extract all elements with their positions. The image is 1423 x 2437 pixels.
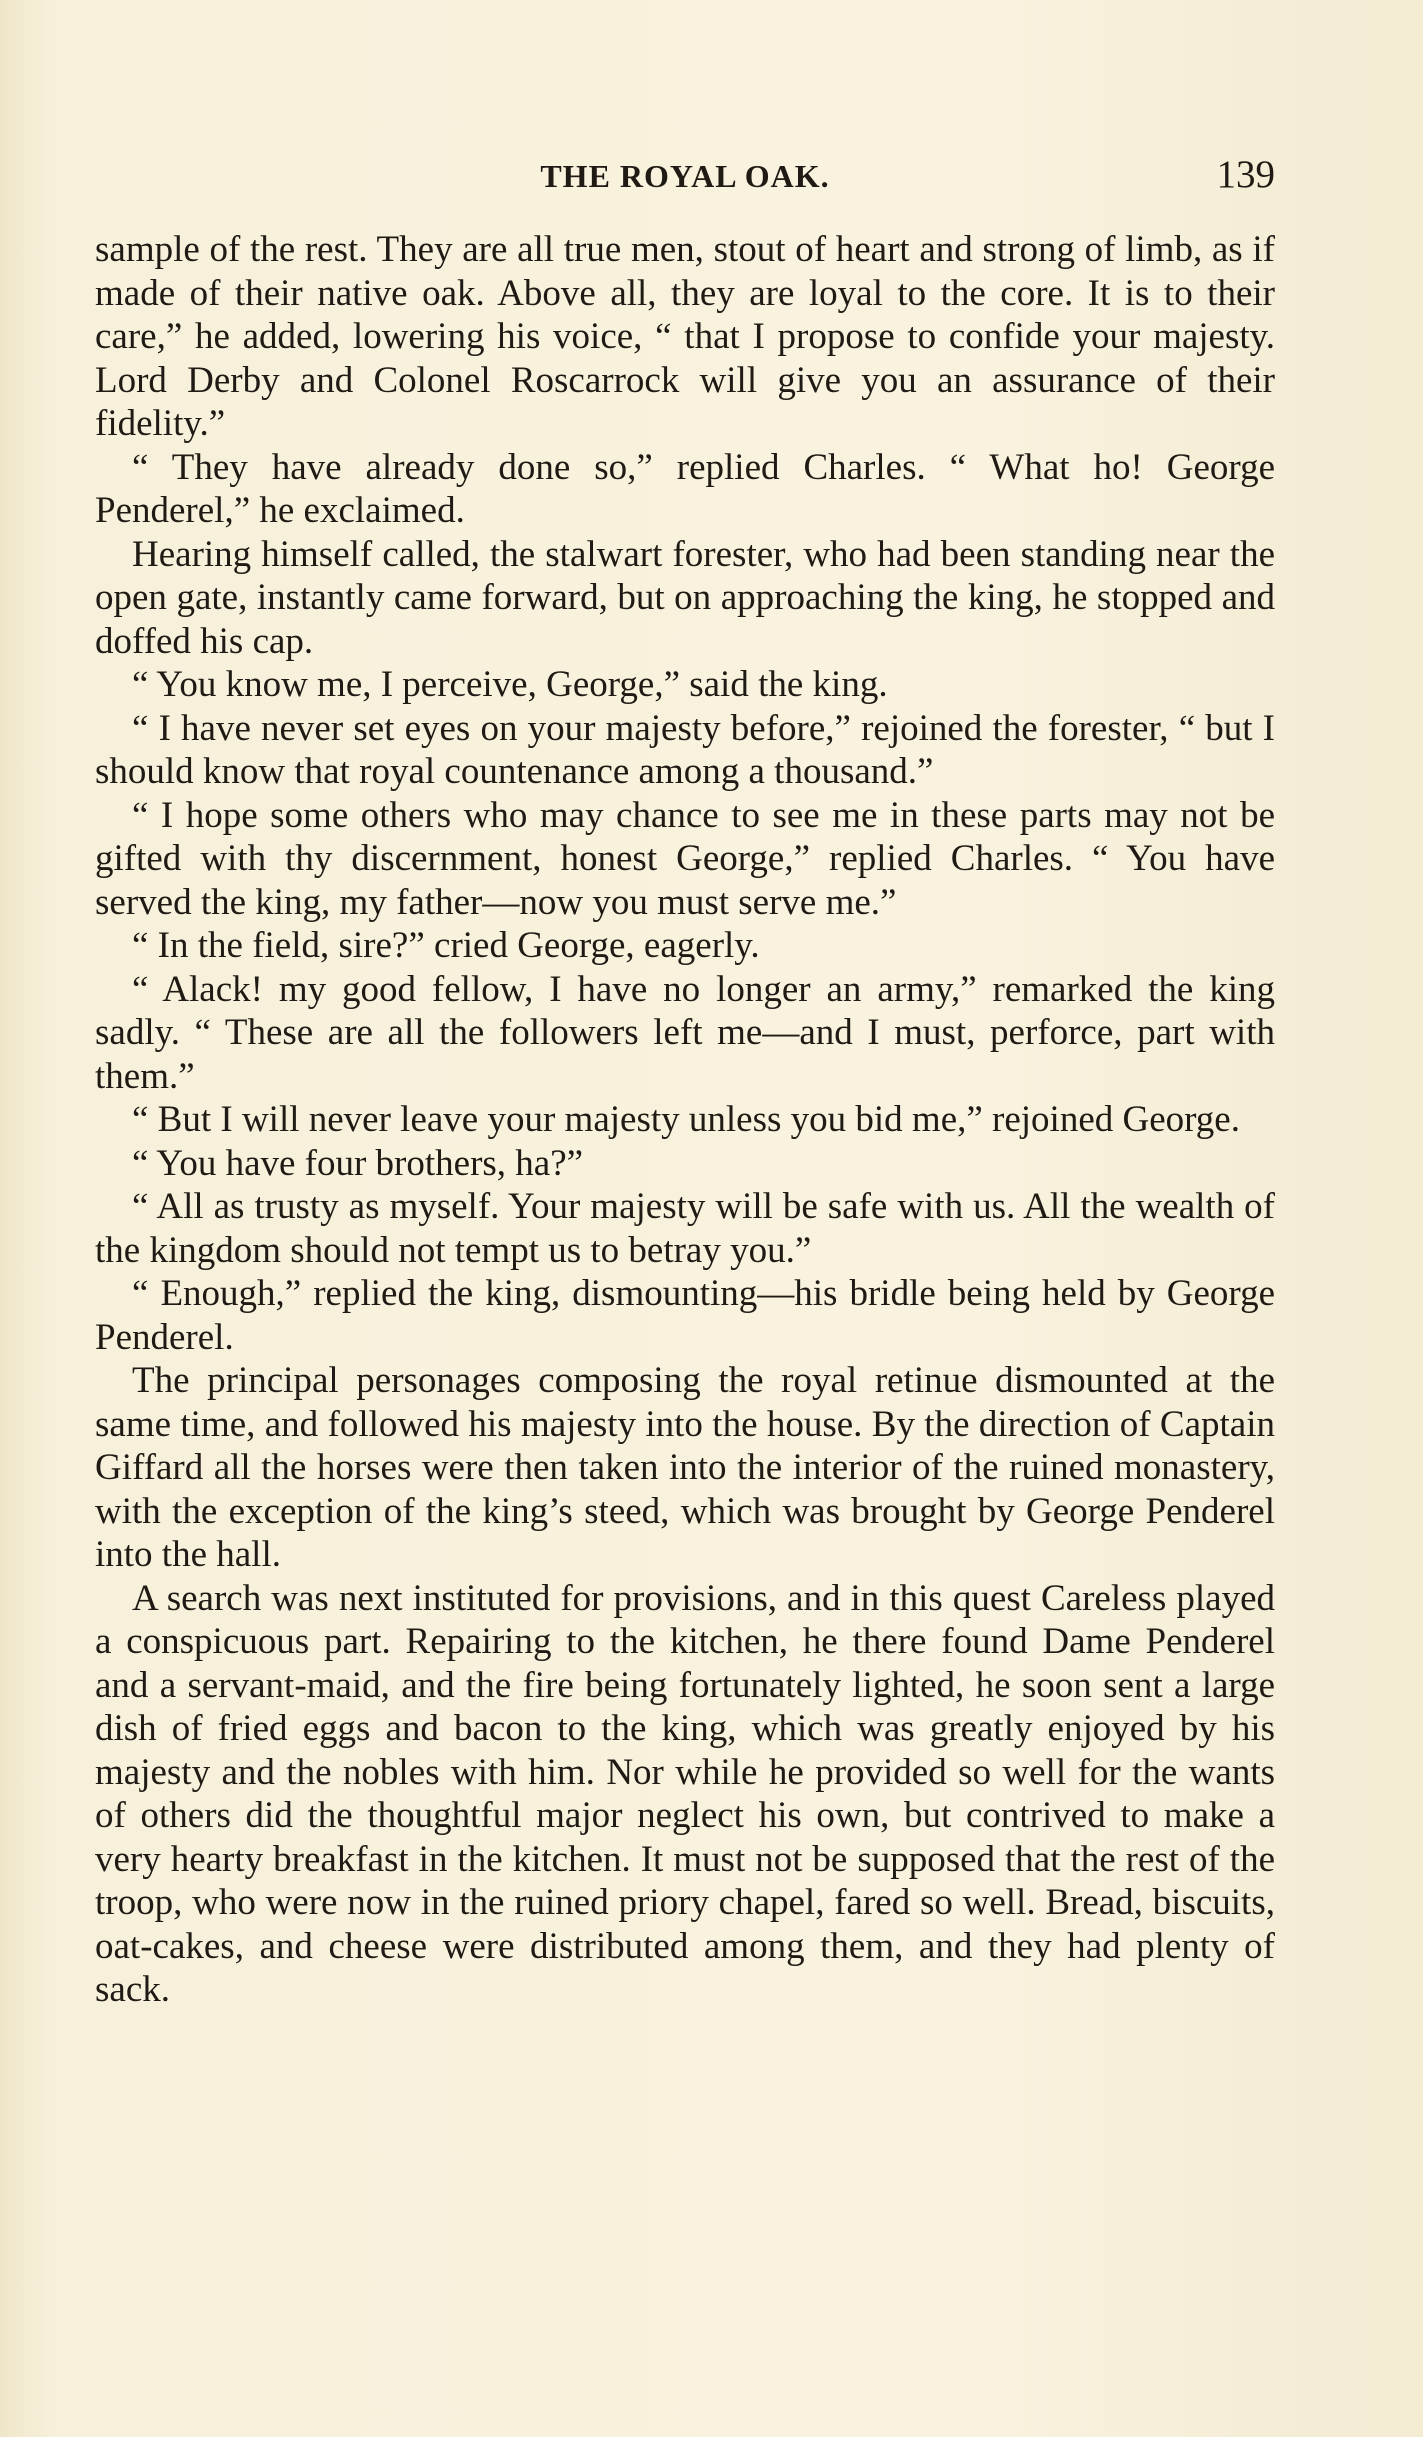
running-title: THE ROYAL OAK. — [540, 158, 830, 194]
paragraph: “ But I will never leave your majesty unless you bid me,” rejoined George. — [132, 1099, 1240, 1140]
paragraph: “ All as trusty as myself. Your majesty will be safe with us. All the wealth of the kingdom should not tempt us to betray you.” — [95, 1186, 1275, 1271]
paragraph: Hearing himself called, the stalwart forester, who had been standing near the open gate, instantly came forward, but on approaching the king, he stopped and doffed his cap. — [95, 533, 1275, 662]
paragraph: “ I hope some others who may chance to see me in these parts may not be gifted with thy discernment, honest George,” replied Charles. “ You have served the king, my father—now you must serve me.” — [95, 794, 1275, 923]
paragraph: “ Enough,” replied the king, dismounting—his bridle being held by George Penderel. — [95, 1273, 1275, 1358]
paragraph: “ You have four brothers, ha?” — [132, 1142, 584, 1184]
paragraph: “ Alack! my good fellow, I have no longer an army,” remarked the king sadly. “ These are all the followers left me—and I must, perforce, part with them.” — [95, 968, 1275, 1097]
paragraph: “ I have never set eyes on your majesty before,” rejoined the forester, “ but I should know that royal countenance among a thousand.” — [95, 707, 1275, 792]
body-text — [95, 228, 1275, 2012]
page-number: 139 — [1216, 153, 1275, 196]
paragraph: “ You know me, I perceive, George,” said the king. — [132, 664, 888, 705]
paragraph: “ They have already done so,” replied Charles. “ What ho! George Penderel,” he exclaimed. — [95, 446, 1275, 531]
paragraph: “ In the field, sire?” cried George, eagerly. — [132, 925, 760, 966]
paragraph: sample of the rest. They are all true men, stout of heart and strong of limb, as if made of their native oak. Above all, they are loyal to the core. It is to their care,” he added, lowering his voice, “ that I propose to confide your majesty. Lord Derby and Colonel Roscarrock will give you an assurance of their fidelity.” — [95, 229, 1275, 444]
running-head — [95, 152, 1275, 198]
paragraph: The principal personages composing the royal retinue dismounted at the same time, and followed his majesty into the house. By the direction of Captain Giffard all the horses were then taken into the interior of the ruined monastery, with the exception of the king’s steed, which was brought by George Penderel into the hall. — [95, 1360, 1275, 1575]
paragraph: A search was next instituted for provisions, and in this quest Careless played a conspicuous part. Repairing to the kitchen, he there found Dame Penderel and a servant-maid, and the fire being fortunately lighted, he soon sent a large dish of fried eggs and bacon to the king, which was greatly enjoyed by his majesty and the nobles with him. Nor while he provided so well for the wants of others did the thoughtful major neglect his own, but contrived to make a very hearty breakfast in the kitchen. It must not be supposed that the rest of the troop, who were now in the ruined priory chapel, fared so well. Bread, biscuits, oat-cakes, and cheese were distributed among them, and they had plenty of sack. — [95, 1577, 1275, 2010]
